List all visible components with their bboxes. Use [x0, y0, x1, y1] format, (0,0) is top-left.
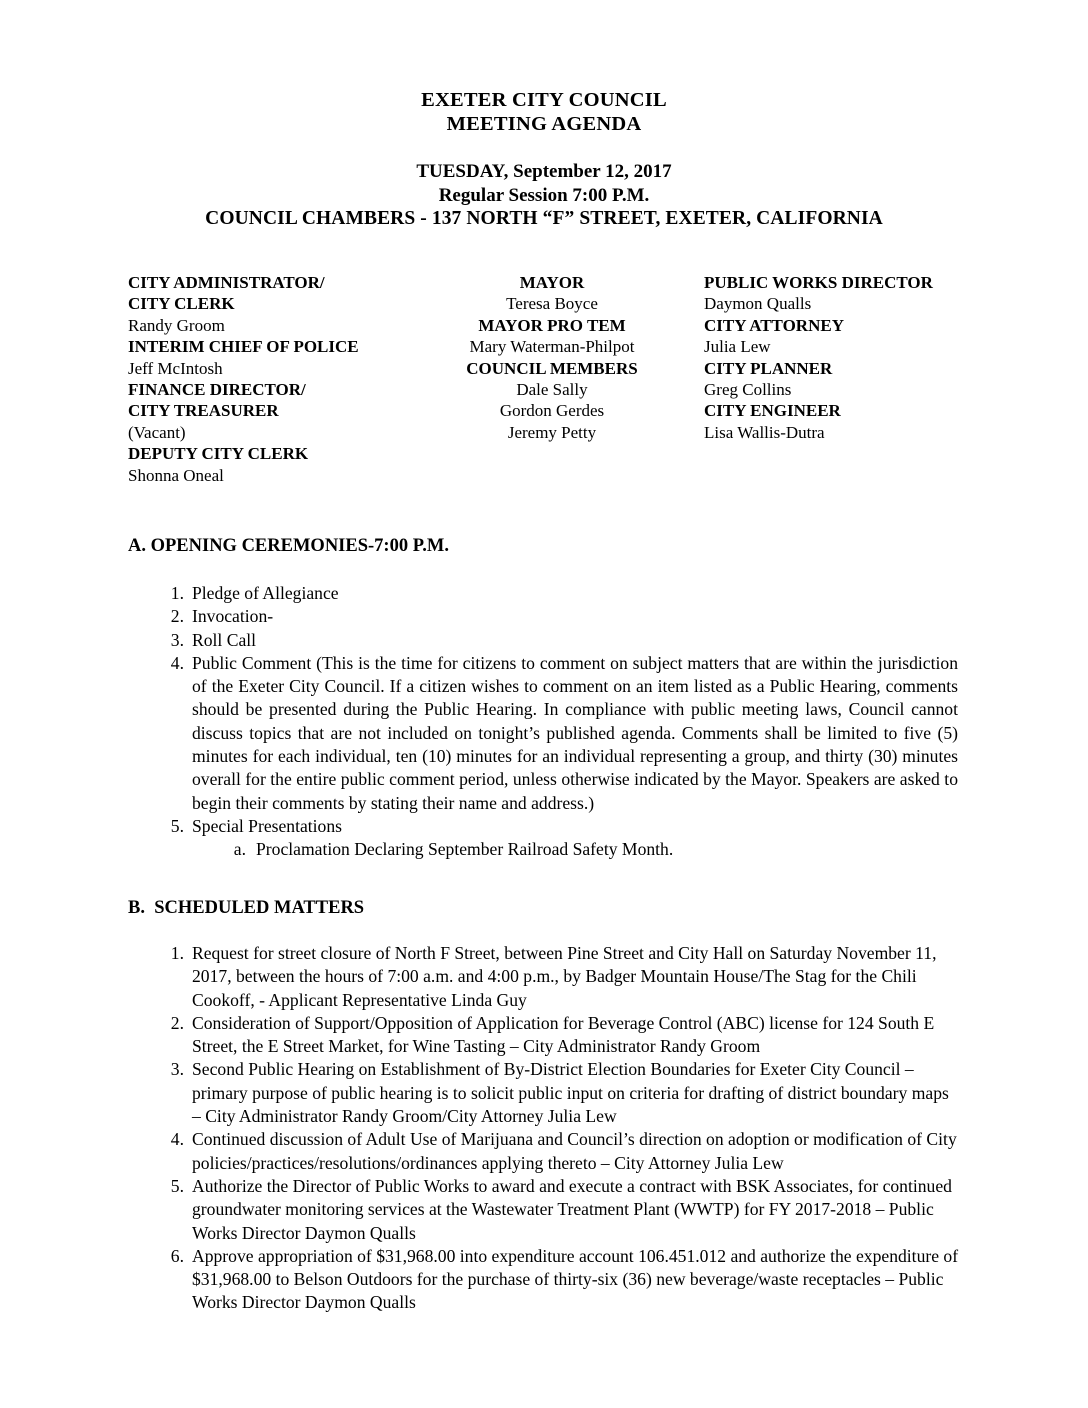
roster-entry: Shonna Oneal — [128, 465, 224, 485]
list-item-marker: 5. — [170, 815, 184, 836]
roster-entry: CITY CLERK — [128, 294, 235, 314]
roster-entry: INTERIM CHIEF OF POLICE — [128, 337, 359, 357]
roster-entry: CITY TREASURER — [128, 401, 279, 421]
section-heading-opening-ceremonies: A. OPENING CEREMONIES-7:00 P.M. — [128, 536, 450, 556]
sub-list-item-text: Proclamation Declaring September Railroad Safety Month. — [256, 839, 674, 860]
section-a-item-list — [128, 582, 960, 862]
list-item-text: Pledge of Allegiance — [192, 583, 339, 603]
roster-entry: Randy Groom — [128, 315, 225, 335]
meeting-location: COUNCIL CHAMBERS - 137 NORTH “F” STREET, EXETER, CALIFORNIA — [205, 208, 883, 229]
list-item — [128, 1245, 960, 1315]
roster-entry: (Vacant) — [128, 422, 186, 442]
roster-column-staff — [128, 272, 428, 486]
list-item-marker: 1. — [170, 943, 184, 963]
roster-entry: Dale Sally — [516, 380, 588, 400]
list-item-marker: 2. — [170, 1012, 184, 1033]
roster-column-elected — [418, 272, 686, 443]
list-item-marker: 2. — [170, 606, 184, 627]
list-item-text: Invocation- — [192, 606, 274, 627]
roster-entry: Gordon Gerdes — [499, 401, 605, 421]
roster-entry: PUBLIC WORKS DIRECTOR — [704, 273, 933, 292]
list-item-marker: 1. — [170, 583, 184, 603]
roster-entry: CITY PLANNER — [704, 358, 833, 378]
list-item — [128, 942, 960, 1012]
roster-entry: Lisa Wallis-Dutra — [704, 422, 825, 442]
roster-entry: Julia Lew — [704, 337, 771, 357]
list-item — [128, 629, 960, 652]
roster-entry: Jeremy Petty — [507, 422, 597, 442]
roster-entry: Greg Collins — [704, 380, 792, 400]
list-item — [128, 815, 960, 838]
list-item-text: Special Presentations — [192, 815, 343, 836]
list-item-marker: 5. — [170, 1175, 184, 1196]
list-item-marker: 6. — [170, 1245, 184, 1266]
roster-entry: Daymon Qualls — [704, 294, 812, 314]
section-b-item-list — [128, 942, 960, 1315]
list-item — [128, 582, 960, 605]
roster-entry: Mary Waterman-Philpot — [469, 337, 635, 357]
list-item-public-comment — [128, 652, 960, 815]
roster-entry: FINANCE DIRECTOR/ — [128, 380, 306, 400]
list-item-text: Second Public Hearing on Establishment of By-District Election Boundaries for Exeter City Council – primary purpose of public hearing is to solicit public input on criteria for drafting of district boundary maps – City Administrator Randy Groom/City Attorney Julia Lew — [192, 1059, 949, 1127]
list-item-marker: 3. — [170, 629, 184, 650]
list-item-text: Public Comment (This is the time for citizens to comment on subject matters that are within the jurisdiction of the Exeter City Council. If a citizen wishes to comment on an item listed as a Public Hearing, comments should be presented during the Public Hearing. In compliance with public meeting laws, Council cannot discuss topics that are not included on tonight’s published agenda. Comments shall be limited to five (5) minutes for each individual, ten (10) minutes for an individual representing a group, and thirty (30) minutes overall for the entire public comment period, unless otherwise indicated by the Mayor. Speakers are asked to begin their comments by stating their name and address.) — [192, 652, 958, 813]
list-item-marker: 4. — [170, 652, 184, 673]
roster-entry: CITY ATTORNEY — [704, 315, 844, 335]
list-item — [128, 605, 960, 628]
roster-entry: MAYOR — [519, 273, 585, 292]
meeting-session-time: Regular Session 7:00 P.M. — [438, 184, 650, 206]
section-heading-scheduled-matters: B. SCHEDULED MATTERS — [128, 898, 365, 918]
roster-entry: COUNCIL MEMBERS — [466, 358, 638, 378]
list-item-text: Approve appropriation of $31,968.00 into expenditure account 106.451.012 and authorize the expenditure of $31,968.00 to Belson Outdoors for the purchase of thirty-six (36) new beverage/waste receptacles – Public Works Director Daymon Qualls — [192, 1245, 959, 1313]
roster-column-departments — [704, 272, 960, 443]
roster-entry: CITY ENGINEER — [704, 401, 841, 421]
list-item-text: Request for street closure of North F Street, between Pine Street and City Hall on Saturday November 11, 2017, between the hours of 7:00 a.m. and 4:00 p.m., by Badger Mountain House/The Stag for the Chili Cookoff, - Applicant Representative Linda Guy — [192, 943, 937, 1010]
list-item — [128, 1012, 960, 1059]
list-item-marker: 4. — [170, 1129, 184, 1150]
roster-entry: MAYOR PRO TEM — [478, 315, 626, 335]
sub-list-item-proclamation — [128, 838, 960, 861]
roster-entry: CITY ADMINISTRATOR/ — [128, 273, 325, 292]
list-item-text: Roll Call — [192, 629, 257, 650]
document-title-block — [0, 88, 1088, 136]
meeting-date: TUESDAY, September 12, 2017 — [416, 161, 672, 182]
page-title-line-1: EXETER CITY COUNCIL — [421, 89, 667, 111]
roster-entry: Jeff McIntosh — [128, 358, 223, 378]
list-item — [128, 1058, 960, 1128]
page-title-line-2: MEETING AGENDA — [446, 113, 642, 135]
list-item-text: Continued discussion of Adult Use of Marijuana and Council’s direction on adoption or modification of City policies/practices/resolutions/ordinances applying thereto – City Attorney Julia Lew — [192, 1129, 957, 1173]
officials-roster — [128, 272, 960, 507]
list-item — [128, 1128, 960, 1175]
roster-entry: Teresa Boyce — [506, 294, 598, 314]
list-item-text: Consideration of Support/Opposition of Application for Beverage Control (ABC) license for 124 South E Street, the E Street Market, for Wine Tasting – City Administrator Randy Groom — [192, 1012, 935, 1057]
list-item-text: Authorize the Director of Public Works to award and execute a contract with BSK Associates, for continued groundwater monitoring services at the Wastewater Treatment Plant (WWTP) for FY 2017-2018 – Public Works Director Daymon Qualls — [192, 1175, 952, 1243]
sub-list-item-marker: a. — [233, 839, 246, 860]
list-item-marker: 3. — [170, 1059, 184, 1080]
list-item — [128, 1175, 960, 1245]
meeting-details-block — [0, 160, 1088, 231]
roster-entry: DEPUTY CITY CLERK — [128, 444, 309, 464]
